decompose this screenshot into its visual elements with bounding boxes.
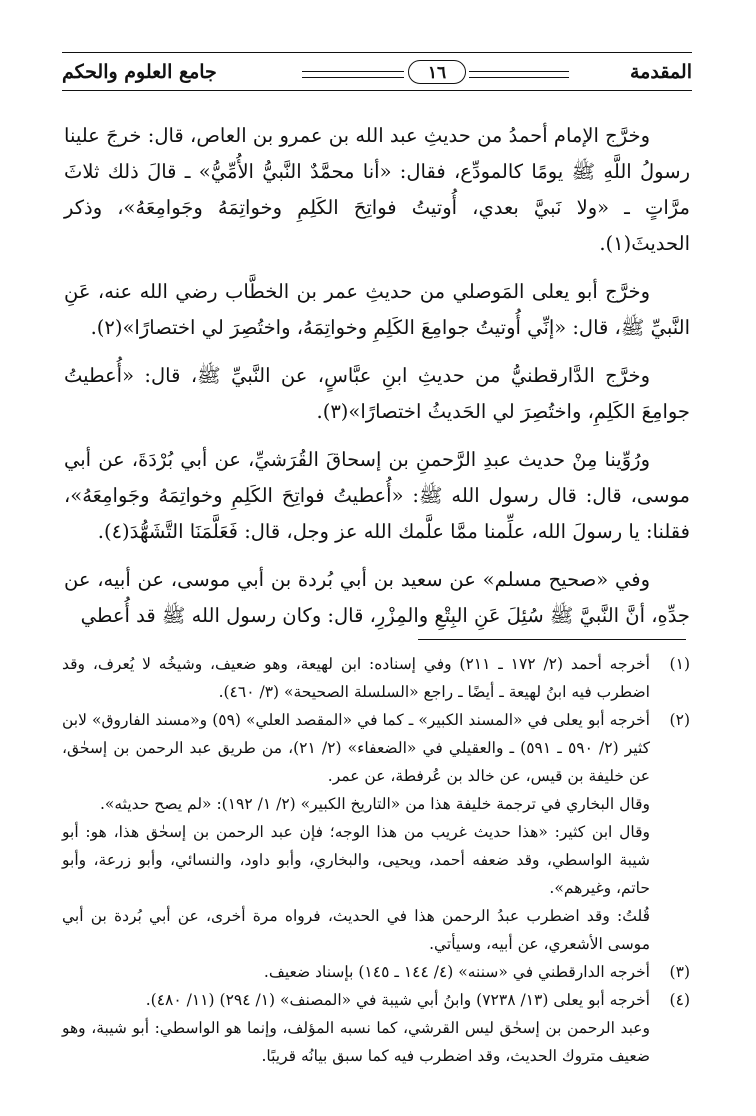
running-header (62, 52, 692, 92)
footnote-separator (418, 639, 686, 640)
footnote (62, 650, 690, 706)
footnote-text: أخرجه أبو يعلى (١٣/ ٧٢٣٨) وابنُ أبي شيبة في «المصنف» (١/ ٢٩٤) (١١/ ٤٨٠). (145, 991, 650, 1009)
footnote-text: وقال ابن كثير: «هذا حديث غريب من هذا الوجه؛ فإن عبد الرحمن بن إسحٰق هذا، هو: أبو شيبة الواسطي، وقد ضعفه أحمد، ويحيى، والبخاري، وأبو داود، والنسائي، وأبو زرعة، وأبو حاتم، وغيرهم». (62, 823, 650, 897)
footnote-text: وعبد الرحمن بن إسحٰق ليس القرشي، كما نسبه المؤلف، وإنما هو الواسطي: أبو شيبة، وهو ضعيف متروك الحديث، وقد اضطرب فيه كما سبق بيانُه قريبًا. (62, 1019, 650, 1065)
header-ornament-bar-left (302, 71, 404, 78)
paragraph: وخرَّج الدَّارقطنيُّ من حديثِ ابنِ عبَّاسٍ، عن النَّبيِّ ﷺ، قال: «أُعطيتُ جوامِعَ الكَلِمِ، واختُصِرَ لي الحَديثُ اختصارًا»(٣). (64, 364, 690, 423)
footnote-text: أخرجه أحمد (٢/ ١٧٢ ـ ٢١١) وفي إسناده: ابن لهيعة، وهو ضعيف، وشيخُه لا يُعرف، وقد اضطرب فيه ابنُ لهيعة ـ أيضًا ـ راجع «السلسلة الصحيحة» (٣/ ٤٦٠). (62, 655, 650, 701)
paragraph: وخرَّج الإمام أحمدُ من حديثِ عبد الله بن عمرو بن العاص، قال: خرجَ علينا رسولُ اللَّهِ ﷺ يومًا كالمودِّع، فقال: «أنا محمَّدٌ النَّبيُّ الأُمِّيُّ» ـ قالَ ذلك ثلاثَ مرَّاتٍ ـ «ولا نَبيَّ بعدي، أُوتيتُ فواتِحَ الكَلِمِ وخواتِمَهُ وجَوامِعَهُ»، وذكر الحديثَ(١). (64, 124, 690, 255)
section-title: المقدمة (629, 61, 692, 83)
paragraph: وفي «صحيح مسلم» عن سعيد بن أبي بُردة بن أبي موسى، عن أبيه، عن جدِّهِ، أنَّ النَّبيَّ ﷺ سُئِلَ عَنِ البِتْعِ والمِزْرِ، قال: وكان رسول الله ﷺ قد أُعطي (64, 568, 690, 627)
footnote-text: قُلتُ: وقد اضطرب عبدُ الرحمن هذا في الحديث، فرواه مرة أخرى، عن أبي بُردة بن أبي موسى الأشعري، عن أبيه، وسيأتي. (62, 907, 650, 953)
footnote-number: (١) (669, 655, 690, 673)
header-bottom-rule (62, 90, 692, 91)
paragraph: وخرَّج أبو يعلى المَوصلي من حديثِ عمر بن الخطَّاب رضي الله عنه، عَنِ النَّبيِّ ﷺ، قال: «إنِّي أُوتيتُ جوامِعَ الكَلِمِ وخواتِمَهُ، واختُصِرَ لي اختصارًا»(٢). (64, 280, 690, 339)
footnotes (62, 650, 690, 1070)
header-top-rule (62, 52, 692, 53)
footnote-text: أخرجه الدارقطني في «سننه» (٤/ ١٤٤ ـ ١٤٥) بإسناد ضعيف. (263, 963, 650, 981)
footnote (62, 706, 690, 958)
footnote-text: وقال البخاري في ترجمة خليفة هذا من «التاريخ الكبير» (٢/ ١/ ١٩٢): «لم يصح حديثه». (99, 795, 650, 813)
footnote (62, 986, 690, 1070)
footnote-number: (٢) (669, 711, 690, 729)
footnote-text: أخرجه أبو يعلى في «المسند الكبير» ـ كما في «المقصد العلي» (٥٩) و«مسند الفاروق» لابن كثير (٢/ ٥٩٠ ـ ٥٩١) ـ والعقيلي في «الضعفاء» (٢/ ٢١)، من طريق عبد الرحمن بن إسحٰق، عن خليفة بن قيس، عن خالد بن عُرفطة، عن عمر. (62, 711, 651, 785)
header-ornament-bar-right (469, 71, 569, 78)
footnote-number: (٣) (669, 963, 690, 981)
main-text (64, 118, 690, 646)
footnote-number: (٤) (669, 991, 690, 1009)
paragraph: ورُوِّينا مِنْ حديث عبدِ الرَّحمنِ بن إسحاقَ القُرَشيِّ، عن أبي بُرْدَةَ، عن أبي موسى، قال: قال رسول الله ﷺ: «أُعطيتُ فواتِحَ الكَلِمِ وخواتِمَهُ وجَوامِعَهُ»، فقلنا: يا رسولَ الله، علِّمنا ممَّا علَّمك الله عز وجل، قال: فَعَلَّمَنَا التَّشَهُّدَ(٤). (64, 448, 690, 543)
book-title: جامع العلوم والحكم (62, 61, 217, 83)
page-number: ١٦ (408, 60, 466, 84)
footnote (62, 958, 690, 986)
